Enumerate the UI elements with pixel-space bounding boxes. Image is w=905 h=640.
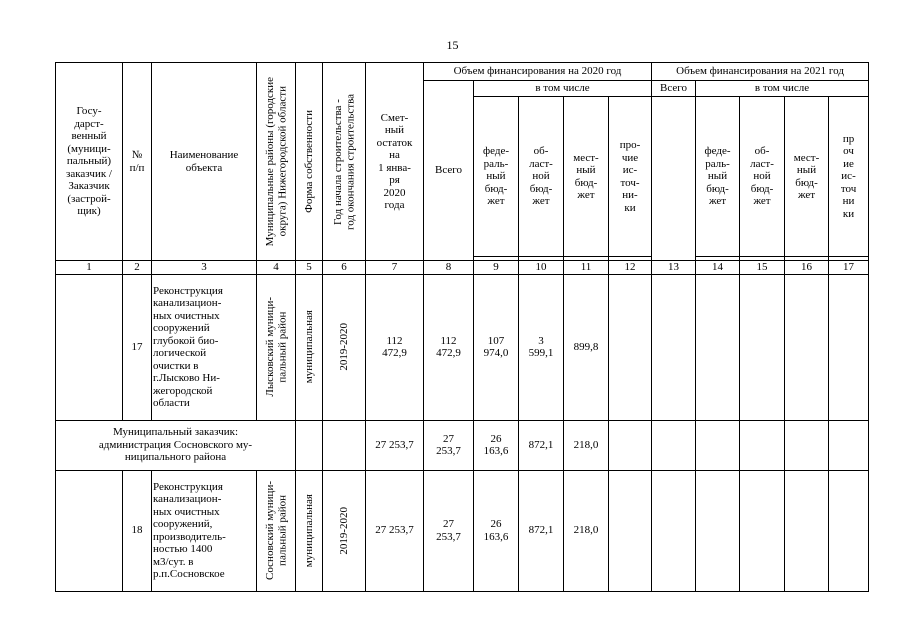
col-number: 11 [564,261,609,275]
header-regional-2021: об- ласт- ной бюд- жет [740,97,785,257]
row18-estimate: 27 253,7 [366,470,424,591]
row18-num: 18 [123,470,152,591]
row17-district [257,274,296,420]
row17-ownership-text: муниципальная [302,310,315,384]
table-row [56,470,869,591]
header-districts-text: Муниципальные районы (городские округа) Нижегородской области [263,76,288,247]
header-federal-2021: феде- раль- ный бюд- жет [696,97,740,257]
col-number: 4 [257,261,296,275]
header-empty-2021 [652,97,696,261]
header-ownership [296,63,323,261]
row18-district-text: Сосновский муници- пальный район [263,481,288,580]
customer-local-2020: 218,0 [564,420,609,470]
row17-local-2020: 899,8 [564,274,609,420]
col-number: 10 [519,261,564,275]
customer-estimate: 27 253,7 [366,420,424,470]
col-number: 15 [740,261,785,275]
col-number: 6 [323,261,366,275]
row18-local-2020: 218,0 [564,470,609,591]
header-total-2020: Всего [424,81,474,261]
col-number: 12 [609,261,652,275]
header-estimate-remainder: Смет- ный остаток на 1 янва- ря 2020 года [366,63,424,261]
customer-federal-2020: 26 163,6 [474,420,519,470]
row18-customer-cell [56,470,123,591]
header-fin-2021: Объем финансирования на 2021 год [652,63,869,81]
header-other-2020: про- чие ис- точ- ни- ки [609,97,652,257]
row17-federal-2020: 107 974,0 [474,274,519,420]
header-districts [257,63,296,261]
table-row [56,274,869,420]
row17-years [323,274,366,420]
header-years-text: Год начала строительства - год окончания строительства [331,93,356,230]
col-number: 3 [152,261,257,275]
row18-object: Реконструкция канализацион- ных очистных сооружений, производитель- ностью 1400 м3/сут. в р.п.Сосновское [152,470,257,591]
col-number: 7 [366,261,424,275]
row17-num: 17 [123,274,152,420]
row18-years-text: 2019-2020 [337,506,350,555]
col-number: 8 [424,261,474,275]
col-number: 17 [829,261,869,275]
col-number: 16 [785,261,829,275]
row18-total-2020: 27 253,7 [424,470,474,591]
row18-regional-2020: 872,1 [519,470,564,591]
header-years [323,63,366,261]
col-number: 1 [56,261,123,275]
row18-years [323,470,366,591]
row17-ownership [296,274,323,420]
customer-total-2020: 27 253,7 [424,420,474,470]
col-number: 5 [296,261,323,275]
row17-total-2020: 112 472,9 [424,274,474,420]
header-local-2021: мест- ный бюд- жет [785,97,829,257]
row18-district [257,470,296,591]
header-fin-2020: Объем финансирования на 2020 год [424,63,652,81]
row18-ownership [296,470,323,591]
header-local-2020: мест- ный бюд- жет [564,97,609,257]
col-number: 9 [474,261,519,275]
col-number: 13 [652,261,696,275]
header-federal-2020: феде- раль- ный бюд- жет [474,97,519,257]
header-regional-2020: об- ласт- ной бюд- жет [519,97,564,257]
table-row [56,420,869,470]
financing-table [55,62,869,592]
row17-years-text: 2019-2020 [337,323,350,371]
header-including-2020: в том числе [474,81,652,97]
col-number: 14 [696,261,740,275]
header-other-2021: пр оч ие ис- точ ни ки [829,97,869,257]
header-including-2021: в том числе [696,81,869,97]
row18-federal-2020: 26 163,6 [474,470,519,591]
page-number: 15 [446,38,459,52]
col-number: 2 [123,261,152,275]
row17-regional-2020: 3 599,1 [519,274,564,420]
header-total-2021: Всего [652,81,696,97]
row18-ownership-text: муниципальная [302,493,315,568]
header-num: № п/п [123,63,152,261]
header-ownership-text: Форма собственности [302,110,315,213]
row17-object: Реконструкция канализацион- ных очистных сооружений глубокой био- логической очистки в г.Лысково Ни- жегородской области [152,274,257,420]
row17-district-text: Лысковский муници- пальный район [263,297,288,397]
row17-customer-cell [56,274,123,420]
row17-estimate: 112 472,9 [366,274,424,420]
header-object-name: Наименование объекта [152,63,257,261]
customer-sosnovsky: Муниципальный заказчик: администрация Сосновского му- ниципального района [56,420,296,470]
customer-regional-2020: 872,1 [519,420,564,470]
header-customer: Госу- дарст- венный (муници- пальный) заказчик / Заказчик (застрой- щик) [56,63,123,261]
